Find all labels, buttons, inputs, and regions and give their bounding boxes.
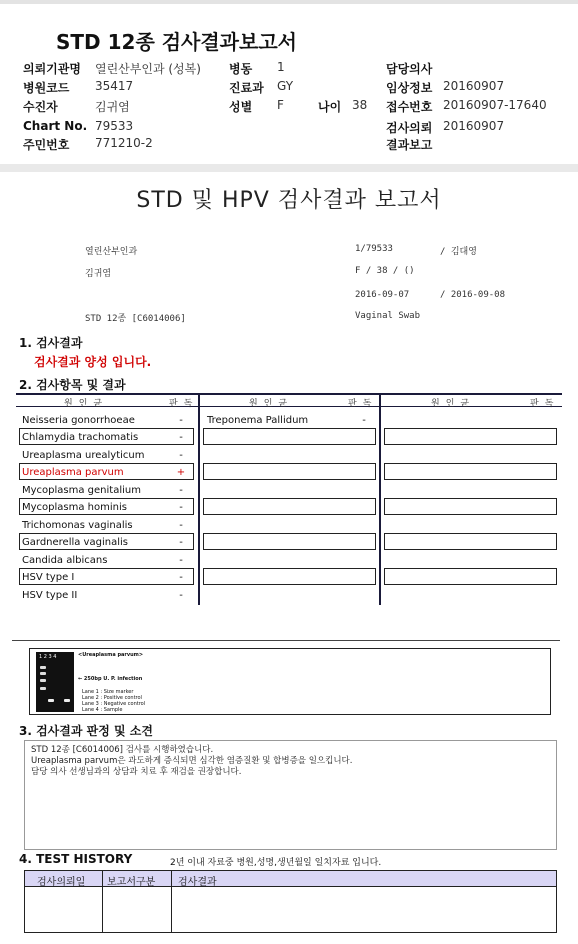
pathogen-result: - (362, 415, 366, 426)
opinion-line: STD 12종 [C6014006] 검사를 시행하였습니다. (31, 745, 214, 755)
info-specimen: Vaginal Swab (355, 311, 421, 321)
col-header-result-2: 판독 (348, 399, 378, 409)
pathogen-name: Mycoplasma hominis (22, 502, 127, 513)
table-column-divider (379, 394, 381, 605)
pathogen-result: - (179, 555, 183, 566)
result-report-label: 결과보고 (386, 138, 433, 152)
col-header-pathogen-2: 원인균 (249, 399, 294, 409)
pathogen-name: Treponema Pallidum (207, 415, 309, 426)
info-patient-name: 김귀염 (85, 269, 112, 279)
positive-message: 검사결과 양성 입니다. (34, 355, 152, 369)
hosp-code-value: 35417 (95, 79, 134, 93)
pathogen-name: Trichomonas vaginalis (22, 520, 133, 531)
pathogen-name: Neisseria gonorrhoeae (22, 415, 135, 426)
pathogen-result-positive: + (176, 467, 186, 478)
history-col-result: 검사결과 (178, 877, 217, 888)
gel-band (48, 699, 54, 702)
doctor-label: 담당의사 (386, 62, 433, 76)
report-title: STD 및 HPV 검사결과 보고서 (136, 188, 442, 213)
empty-box (203, 463, 376, 480)
header-separator (0, 164, 578, 172)
history-table (24, 870, 557, 933)
col-header-pathogen-3: 원인균 (431, 399, 476, 409)
table-top-line (16, 393, 562, 395)
empty-box (384, 533, 557, 550)
pathogen-result: - (179, 590, 183, 601)
info-date-from: 2016-09-07 (355, 290, 410, 300)
receipt-label: 접수번호 (386, 100, 433, 114)
gel-image (36, 652, 74, 712)
opinion-box (24, 740, 557, 850)
pathogen-name: Ureaplasma urealyticum (22, 450, 145, 461)
history-col-divider (171, 871, 172, 932)
receipt-value: 20160907-17640 (443, 98, 547, 112)
col-header-result-3: 판독 (530, 399, 560, 409)
pathogen-name-positive: Ureaplasma parvum (22, 467, 124, 478)
gel-band (40, 666, 46, 669)
pathogen-name: Gardnerella vaginalis (22, 537, 128, 548)
history-note: 2년 이내 자료중 병원,성명,생년월일 일치자료 입니다. (170, 858, 382, 868)
section-items-title: 2. 검사항목 및 결과 (19, 378, 126, 392)
dept-value: GY (277, 79, 294, 93)
sex-label: 성별 (229, 100, 253, 114)
section-result-title: 1. 검사결과 (19, 336, 83, 350)
gel-band (40, 679, 46, 682)
exam-request-label: 검사의뢰 (386, 121, 433, 135)
patient-value: 김귀염 (95, 100, 130, 114)
empty-box (203, 568, 376, 585)
info-hospital: 열린산부인과 (85, 247, 138, 257)
pathogen-name: Chlamydia trachomatis (22, 432, 139, 443)
pathogen-result: - (179, 415, 183, 426)
chart-no-value: 79533 (95, 119, 134, 133)
req-org-label: 의뢰기관명 (23, 62, 81, 76)
ward-value: 1 (277, 60, 285, 74)
clinical-value: 20160907 (443, 79, 505, 93)
gel-electrophoresis-figure (29, 648, 551, 715)
history-col-divider (102, 871, 103, 932)
gel-band (64, 699, 70, 702)
header-title: STD 12종 검사결과보고서 (56, 30, 297, 54)
ward-label: 병동 (229, 62, 253, 76)
empty-box (203, 498, 376, 515)
pathogen-result: - (179, 450, 183, 461)
empty-box (384, 428, 557, 445)
gel-band (40, 687, 46, 690)
empty-box (384, 568, 557, 585)
opinion-line: 담당 의사 선생님과의 상담과 치료 후 재검을 권장합니다. (31, 767, 242, 777)
info-doctor: / 김대영 (440, 247, 477, 257)
pathogen-name: HSV type II (22, 590, 78, 601)
section-divider (12, 640, 560, 641)
pathogen-result: - (179, 537, 183, 548)
empty-box (203, 428, 376, 445)
gel-title: <Ureaplasma parvum> (78, 652, 144, 658)
info-sex-age: F / 38 / () (355, 266, 415, 276)
history-col-date: 검사의뢰일 (37, 877, 86, 888)
gel-lane-2: Lane 2 : Positive control (82, 695, 142, 701)
pathogen-result: - (179, 520, 183, 531)
info-patient-no: 1/79533 (355, 244, 393, 254)
pathogen-result: - (179, 485, 183, 496)
patient-label: 수진자 (23, 100, 58, 114)
pathogen-result: - (179, 502, 183, 513)
empty-box (203, 533, 376, 550)
dept-label: 진료과 (229, 81, 264, 95)
gel-lane-3: Lane 3 : Negative control (82, 701, 146, 707)
opinion-line: Ureaplasma parvum은 과도하게 증식되면 심각한 염증질환 및 합병증을 일으킵니다. (31, 756, 353, 766)
gel-lane-4: Lane 4 : Sample (82, 707, 123, 713)
gel-lane-1: Lane 1 : Size marker (82, 689, 134, 695)
info-test-name: STD 12종 [C6014006] (85, 314, 186, 324)
hosp-code-label: 병원코드 (23, 81, 70, 95)
age-label: 나이 (318, 100, 342, 114)
lane-numbers: 1 2 3 4 (39, 654, 57, 660)
age-value: 38 (352, 98, 368, 112)
clinical-label: 임상정보 (386, 81, 433, 95)
pathogen-name: Mycoplasma genitalium (22, 485, 141, 496)
req-org-value: 열린산부인과 (성복) (95, 62, 201, 76)
empty-box (384, 463, 557, 480)
history-header-row (25, 871, 556, 887)
pathogen-result: - (179, 572, 183, 583)
empty-box (384, 498, 557, 515)
pathogen-name: Candida albicans (22, 555, 108, 566)
resident-no-label: 주민번호 (23, 138, 70, 152)
info-date-to: / 2016-09-08 (440, 290, 506, 300)
pathogen-result: - (179, 432, 183, 443)
pathogen-name: HSV type I (22, 572, 75, 583)
gel-band-note: ← 250bp U. P. infection (78, 676, 143, 682)
sex-value: F (277, 98, 284, 112)
gel-band (40, 672, 46, 675)
history-col-type: 보고서구분 (107, 877, 156, 888)
exam-request-value: 20160907 (443, 119, 505, 133)
col-header-result-1: 판독 (169, 399, 199, 409)
col-header-pathogen-1: 원인균 (64, 399, 109, 409)
section-history-title: 4. TEST HISTORY (19, 852, 133, 866)
table-column-divider (198, 394, 200, 605)
chart-no-label: Chart No. (23, 119, 88, 133)
resident-no-value: 771210-2 (95, 136, 153, 150)
section-opinion-title: 3. 검사결과 판정 및 소견 (19, 724, 153, 738)
